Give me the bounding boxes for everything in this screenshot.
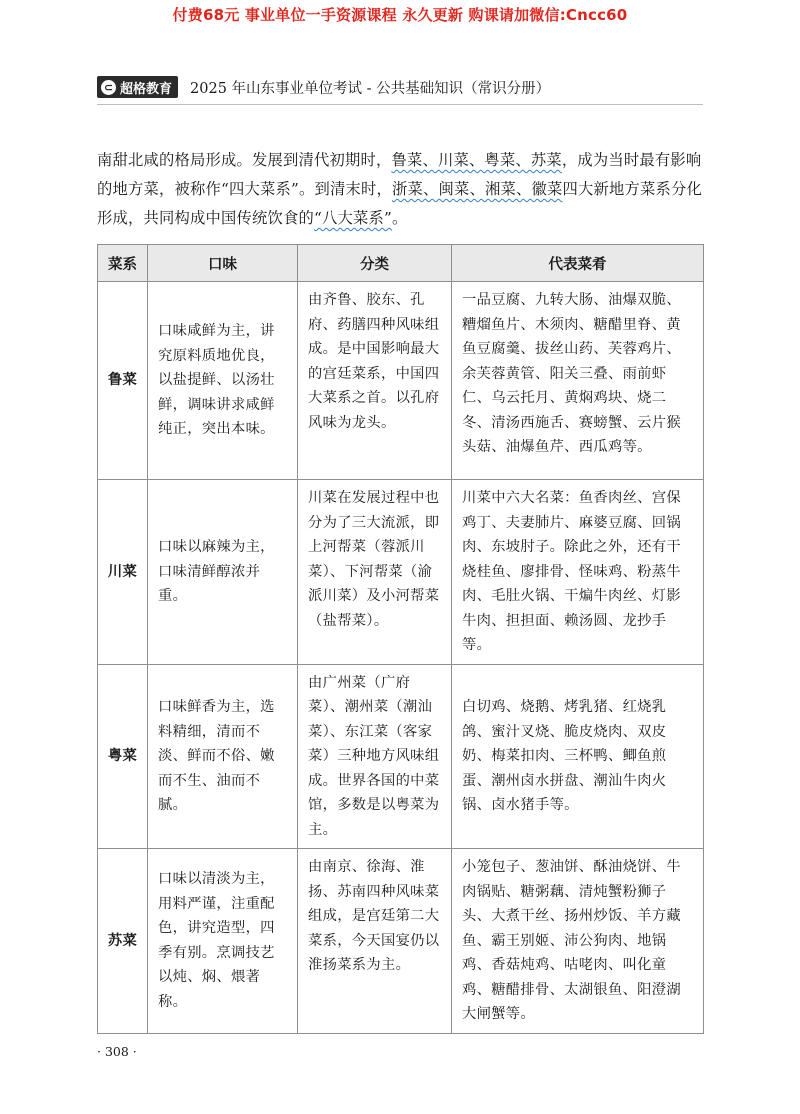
cuisine-name: 川菜 bbox=[98, 480, 148, 665]
page-header bbox=[97, 76, 703, 98]
intro-paragraph bbox=[97, 146, 707, 233]
intro-text-1: 南甜北咸的格局形成。发展到清代初期时， bbox=[97, 151, 392, 169]
taste-cell: 口味咸鲜为主，讲究原料质地优良，以盐提鲜、以汤壮鲜，调味讲求咸鲜纯正，突出本味。 bbox=[148, 282, 298, 480]
logo-icon: ⊂ bbox=[101, 80, 116, 95]
cuisine-table bbox=[97, 244, 704, 1034]
intro-text-2: ，成为当时最有影响的地方菜，被称作“四大菜系”。到清末时， bbox=[97, 151, 702, 198]
category-cell: 由广州菜（广府菜）、潮州菜（潮汕菜）、东江菜（客家菜）三种地方风味组成。世界各国的中菜馆，多数是以粤菜为主。 bbox=[298, 664, 452, 849]
taste-cell: 口味以清淡为主，用料严谨，注重配色，讲究造型，四季有别。烹调技艺以炖、焖、煨著称。 bbox=[148, 849, 298, 1034]
cuisine-name: 鲁菜 bbox=[98, 282, 148, 480]
header-category: 分类 bbox=[298, 245, 452, 282]
publisher-logo bbox=[97, 76, 178, 98]
page-title: 2025 年山东事业单位考试 - 公共基础知识（常识分册） bbox=[190, 80, 551, 97]
cuisine-name: 苏菜 bbox=[98, 849, 148, 1034]
header-divider bbox=[97, 104, 703, 105]
table-header-row bbox=[98, 245, 704, 282]
header-dishes: 代表菜肴 bbox=[452, 245, 704, 282]
taste-cell: 口味以麻辣为主，口味清鲜醇浓并重。 bbox=[148, 480, 298, 665]
dishes-cell: 川菜中六大名菜：鱼香肉丝、宫保鸡丁、夫妻肺片、麻婆豆腐、回锅肉、东坡肘子。除此之外，还有干烧桂鱼、廖排骨、怪味鸡、粉蒸牛肉、毛肚火锅、干煸牛肉丝、灯影牛肉、担担面、赖汤圆、龙抄手等。 bbox=[452, 480, 704, 665]
page-number: · 308 · bbox=[97, 1044, 137, 1059]
highlight-eight-cuisines: “八大菜系” bbox=[313, 209, 392, 227]
intro-text-3: 四大新地方菜系分化形成，共同构成中国传统饮食的 bbox=[97, 180, 702, 227]
dishes-cell: 小笼包子、葱油饼、酥油烧饼、牛肉锅贴、糖粥藕、清炖蟹粉狮子头、大煮干丝、扬州炒饭、羊方藏鱼、霸王别姬、沛公狗肉、地锅鸡、香菇炖鸡、咕咾肉、叫化童鸡、糖醋排骨、太湖银鱼、阳澄湖大闸蟹等。 bbox=[452, 849, 704, 1034]
category-cell: 由齐鲁、胶东、孔府、药膳四种风味组成。是中国影响最大的宫廷菜系，中国四大菜系之首。以孔府风味为龙头。 bbox=[298, 282, 452, 480]
header-taste: 口味 bbox=[148, 245, 298, 282]
header-cuisine: 菜系 bbox=[98, 245, 148, 282]
dishes-cell: 一品豆腐、九转大肠、油爆双脆、糟熘鱼片、木须肉、糖醋里脊、黄鱼豆腐羹、拔丝山药、芙蓉鸡片、余芙蓉黄管、阳关三叠、雨前虾仁、乌云托月、黄焖鸡块、烧二冬、清汤西施舌、赛螃蟹、云片猴头菇、油爆鱼芹、西瓜鸡等。 bbox=[452, 282, 704, 480]
table-row bbox=[98, 849, 704, 1034]
highlight-new-cuisines: 浙菜、闽菜、湘菜、徽菜 bbox=[392, 180, 563, 198]
cuisine-name: 粤菜 bbox=[98, 664, 148, 849]
highlight-four-cuisines: 鲁菜、川菜、粤菜、苏菜 bbox=[391, 151, 562, 169]
category-cell: 川菜在发展过程中也分为了三大流派，即上河帮菜（蓉派川菜）、下河帮菜（渝派川菜）及小河帮菜（盐帮菜）。 bbox=[298, 480, 452, 665]
table-row bbox=[98, 480, 704, 665]
dishes-cell: 白切鸡、烧鹅、烤乳猪、红烧乳鸽、蜜汁叉烧、脆皮烧肉、双皮奶、梅菜扣肉、三杯鸭、鲫鱼煎蛋、潮州卤水拼盘、潮汕牛肉火锅、卤水猪手等。 bbox=[452, 664, 704, 849]
category-cell: 由南京、徐海、淮扬、苏南四种风味菜组成，是宫廷第二大菜系，今天国宴仍以淮扬菜系为主。 bbox=[298, 849, 452, 1034]
table-row bbox=[98, 282, 704, 480]
taste-cell: 口味鲜香为主，选料精细，清而不淡、鲜而不俗、嫩而不生、油而不腻。 bbox=[148, 664, 298, 849]
table-row bbox=[98, 664, 704, 849]
logo-text: 超格教育 bbox=[120, 81, 173, 97]
promo-banner: 付费68元 事业单位一手资源课程 永久更新 购课请加微信:Cncc60 bbox=[172, 6, 628, 24]
intro-text-4: 。 bbox=[392, 209, 408, 227]
